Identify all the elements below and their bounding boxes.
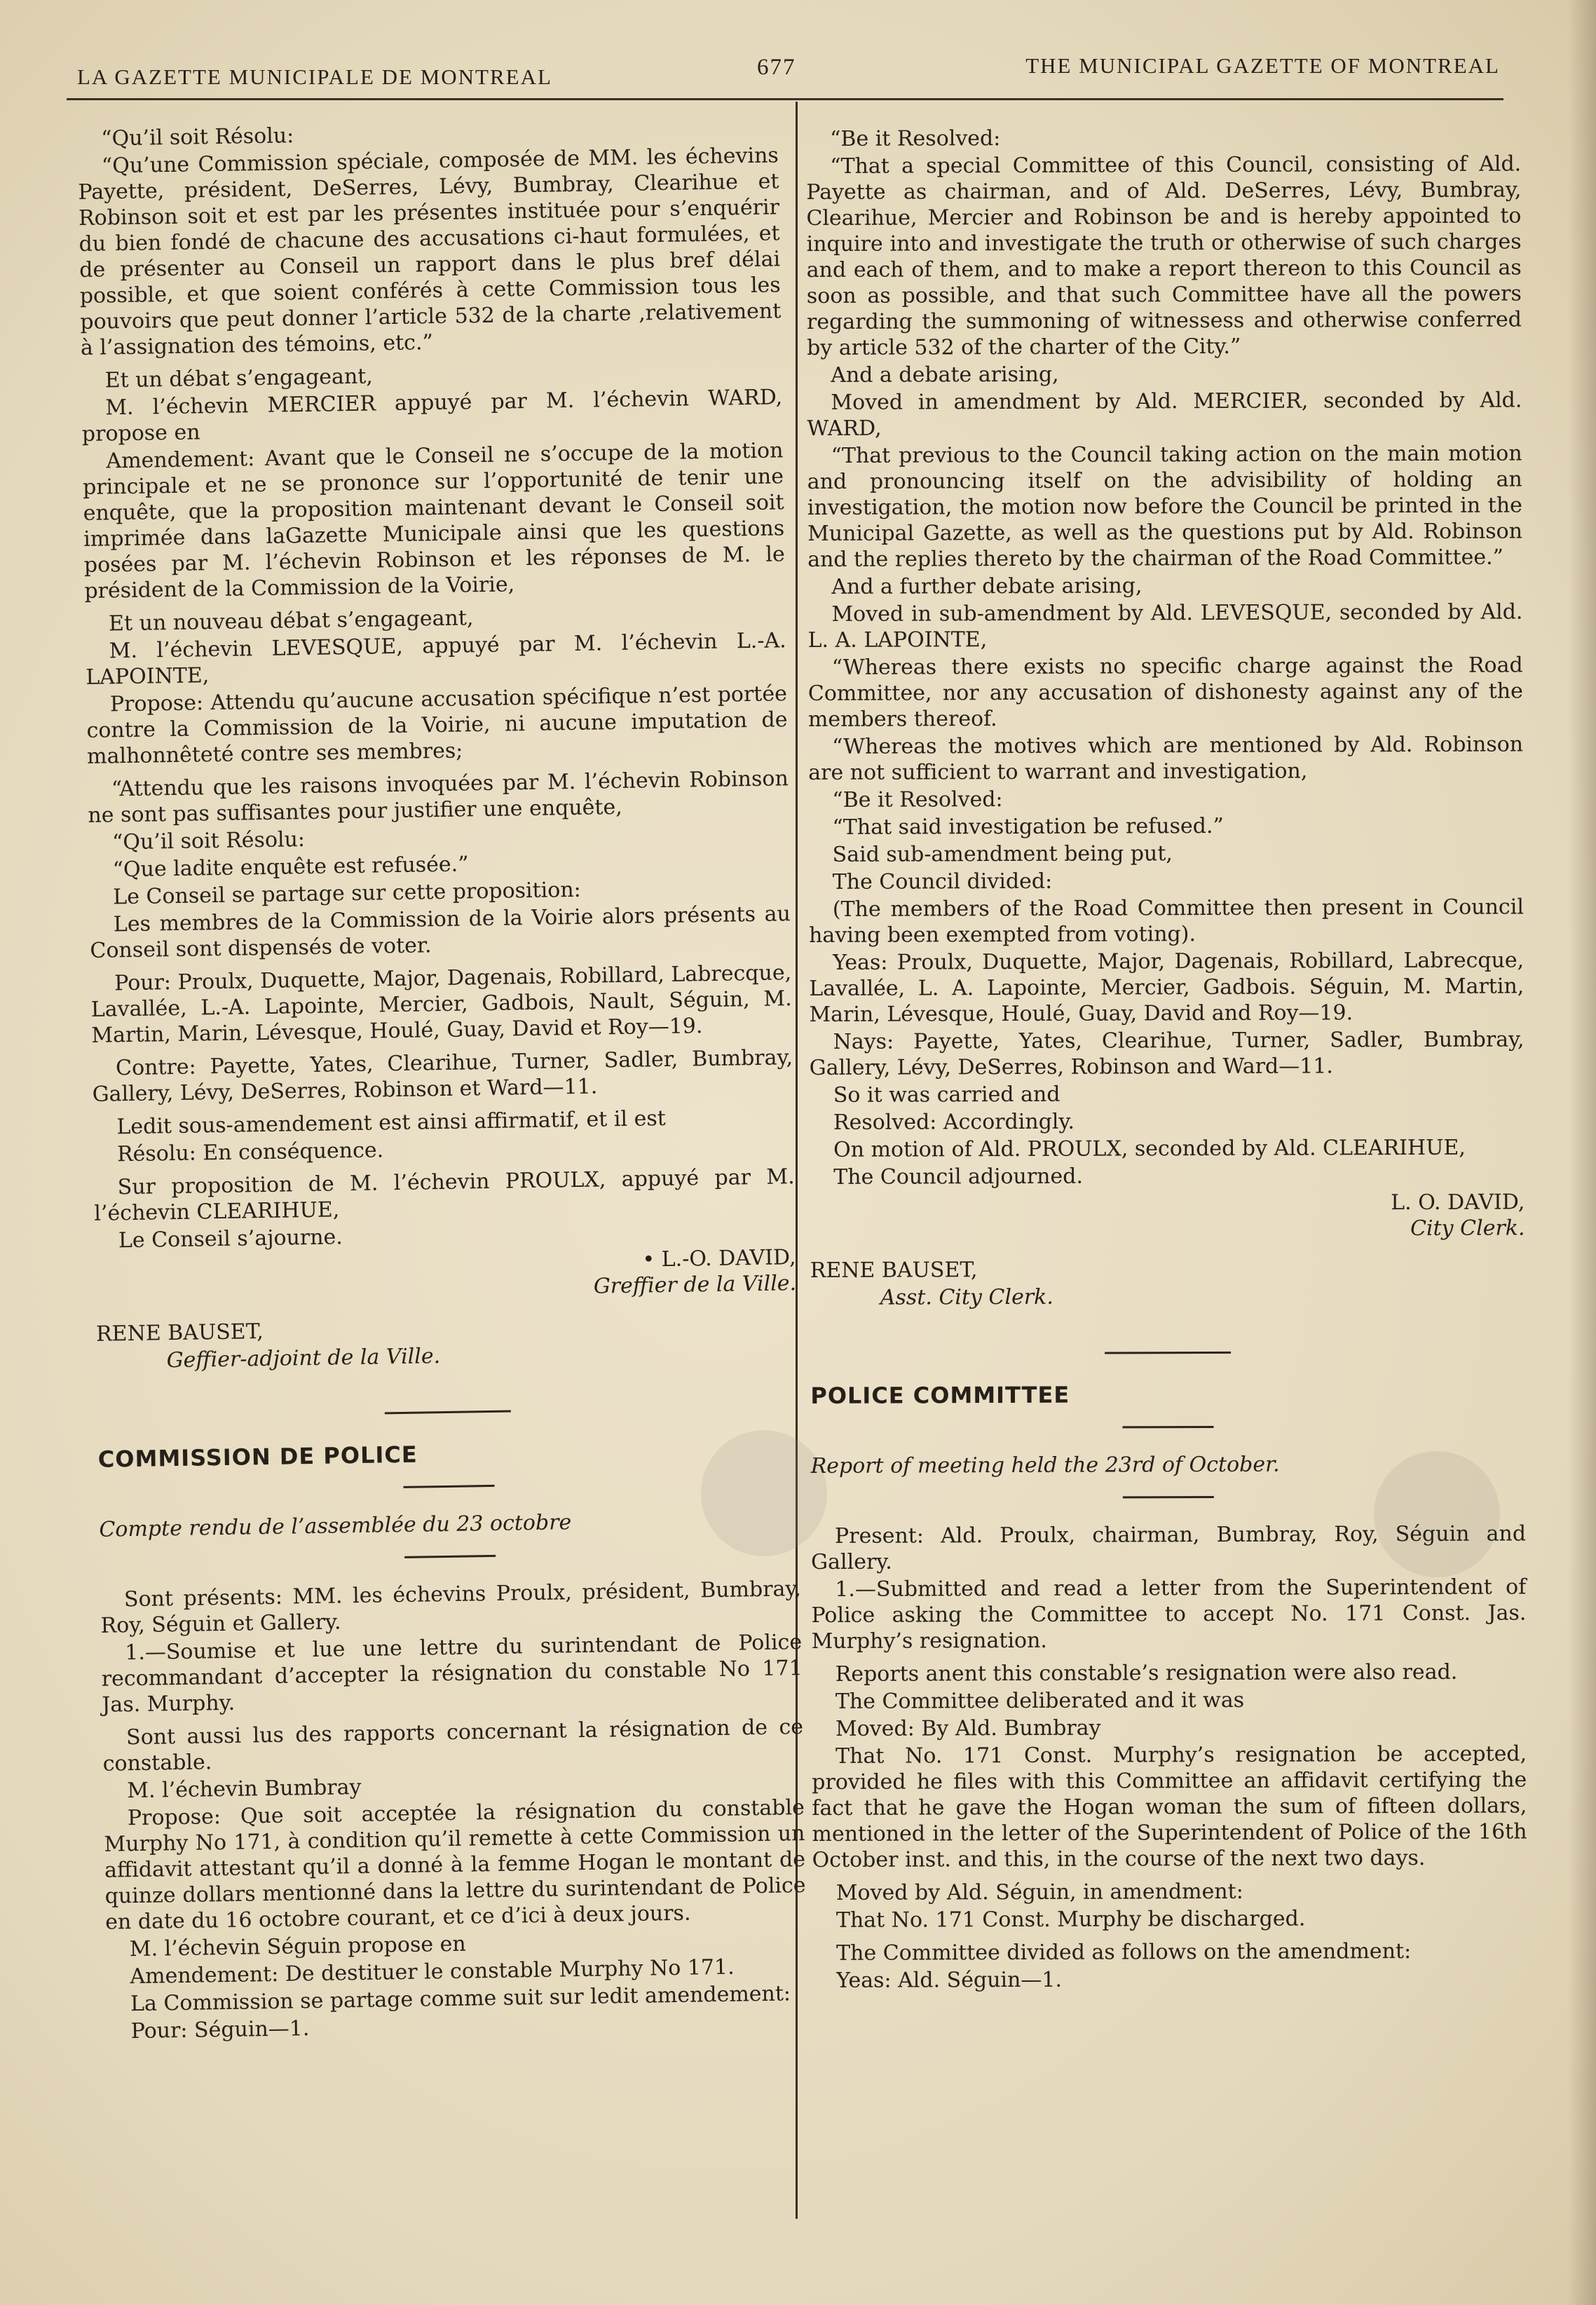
header-french-title: LA GAZETTE MUNICIPALE DE MONTREAL (77, 64, 552, 89)
page-number: 677 (757, 55, 796, 80)
paragraph: Nays: Payette, Yates, Clearihue, Turner, Sadler, Bumbray, Gallery, Lévy, DeSerres, Robinson and Ward—11. (809, 1027, 1525, 1080)
paragraph: 1.—Soumise et lue une lettre du surintendant de Police recommandant d’accepter la résignation du constable No 171 Jas. Murphy. (101, 1630, 803, 1718)
section-divider (404, 1555, 496, 1558)
assistant-clerk-name: RENE BAUSET, (95, 1319, 264, 1347)
paragraph: Propose: Attendu qu’aucune accusation spécifique n’est portée contre la Commission de la Voirie, ni aucune imputation de malhonnêteté contre ses membres; (86, 681, 788, 769)
paragraph: “That a special Committee of this Council, consisting of Ald. Payette as chairman, and of Ald. DeSerres, Lévy, Bumbray, Clearihue, Mercier and Robinson be and is hereby appointed to inquire into and investigate the truth or otherwise of such charges and each of them, and to make a report thereon to this Council as soon as possible, and that such Committee have all the powers regarding the summoning of witnessess and otherwise conferred by article 532 of the charter of the City.” (806, 151, 1522, 360)
paragraph: Said sub-amendment being put, (832, 841, 1173, 867)
paragraph: Present: Ald. Proulx, chairman, Bumbray, Roy, Séguin and Gallery. (811, 1521, 1527, 1575)
paragraph: Moved: By Ald. Bumbray (835, 1715, 1101, 1741)
paragraph: “Whereas the motives which are mentioned by Ald. Robinson are not sufficient to warrant and investigation, (808, 732, 1524, 785)
paragraph: Resolved: Accordingly. (833, 1109, 1075, 1135)
paragraph: Reports anent this constable’s resignation were also read. (835, 1659, 1458, 1687)
paragraph: The Council divided: (832, 869, 1053, 895)
english-minutes (806, 123, 1527, 1994)
paragraph: M. l’échevin MERCIER appuyé par M. l’échevin WARD, propose en (81, 385, 783, 447)
paragraph: Et un débat s’engageant, (104, 364, 374, 393)
paragraph: “Qu’une Commission spéciale, composée de MM. les échevins Payette, président, DeSerres, Lévy, Bumbray, Clearihue et Robinson soit et est par les présentes instituée pour s’enquérir du bien fondé de chacune des accusations ci-haut formulées, et de présenter au Conseil un rapport dans le plus bref délai possible, et que soient conférés à cette Commission tous les pouvoirs que peut donner l’article 532 de la charte ,relativement à l’assignation des témoins, etc.” (78, 143, 782, 360)
paragraph: “Be it Resolved: (830, 126, 1001, 151)
french-column (77, 123, 806, 2046)
section-divider (1123, 1496, 1214, 1498)
paragraph: The Council adjourned. (833, 1164, 1084, 1190)
paragraph: “That said investigation be refused.” (832, 813, 1224, 840)
paragraph: 1.—Submitted and read a letter from the Superintendent of Police asking the Committee to accept No. 171 Const. Jas. Murphy’s resignation. (811, 1575, 1527, 1654)
paragraph: “Qu’il soit Résolu: (101, 123, 294, 151)
paragraph: “Que ladite enquête est refusée.” (112, 852, 469, 883)
paragraph: Sont présents: MM. les échevins Proulx, président, Bumbray, Roy, Séguin et Gallery. (100, 1577, 802, 1638)
paragraph: Moved in amendment by Ald. MERCIER, seconded by Ald. WARD, (807, 388, 1522, 441)
header-english-title: THE MUNICIPAL GAZETTE OF MONTREAL (1025, 53, 1500, 78)
paragraph: “Whereas there exists no specific charge against the Road Committee, nor any accusation of dishonesty against any of the members thereof. (807, 653, 1523, 732)
paragraph: Ledit sous-amendement est ainsi affirmatif, et il est (116, 1106, 667, 1140)
paragraph: Résolu: En conséquence. (116, 1138, 384, 1167)
paragraph: Amendement: Avant que le Conseil ne s’occupe de la motion principale et ne se prononce sur l’opportunité de tenir une enquête, que la proposition maintenant devant le Conseil soit imprimée dans laGazette Municipale ainsi que les questions posées par M. l’échevin Robinson et les réponses de M. le président de la Commission de la Voirie, (82, 438, 785, 604)
section-divider (1122, 1426, 1213, 1428)
section-title: POLICE COMMITTEE (810, 1381, 1070, 1409)
header-rule (67, 98, 1503, 100)
paragraph: The Committee divided as follows on the amendment: (836, 1939, 1412, 1966)
assistant-clerk-name: RENE BAUSET, (810, 1258, 978, 1283)
paragraph: M. l’échevin Séguin propose en (129, 1931, 466, 1962)
paragraph: Moved by Ald. Séguin, in amendment: (835, 1879, 1243, 1905)
section-divider (1105, 1352, 1231, 1354)
paragraph: Pour: Séguin—1. (130, 2016, 310, 2044)
paragraph: And a debate arising, (831, 362, 1059, 388)
paragraph: Le Conseil se partage sur cette proposition: (113, 877, 582, 910)
paragraph: Sont aussi lus des rapports concernant la résignation de ce constable. (102, 1715, 804, 1776)
english-column (806, 126, 1527, 1995)
assistant-clerk-title: Asst. City Clerk. (880, 1284, 1053, 1310)
paragraph: That No. 171 Const. Murphy’s resignation be accepted, provided he files with this Committee an affidavit certifying the fact that he gave the Hogan woman the sum of fifteen dollars, mentioned in the letter of the Superintendent of Police of the 16th October inst. and this, in the course of the next two days. (812, 1741, 1527, 1872)
paragraph: Le Conseil s’ajourne. (118, 1225, 343, 1253)
paragraph: Yeas: Proulx, Duquette, Major, Dagenais, Robillard, Labrecque, Lavallée, L. A. Lapointe, Mercier, Gadbois. Séguin, M. Martin, Marin, Lévesque, Houlé, Guay, David and Roy—19. (809, 948, 1525, 1027)
paragraph: Et un nouveau débat s’engageant, (108, 606, 474, 637)
running-head (77, 49, 1500, 98)
section-subtitle: Compte rendu de l’assemblée du 23 octobre (99, 1510, 572, 1542)
paragraph: M. l’échevin LEVESQUE, appuyé par M. l’échevin L.-A. LAPOINTE, (86, 628, 786, 690)
paragraph: Yeas: Ald. Séguin—1. (836, 1967, 1063, 1993)
clerk-signature-title: City Clerk. (1410, 1216, 1525, 1242)
paragraph: So it was carried and (833, 1082, 1060, 1108)
section-title: COMMISSION DE POLICE (97, 1441, 418, 1473)
paragraph: (The members of the Road Committee then present in Council having been exempted from voting). (808, 895, 1524, 948)
paragraph: On motion of Ald. PROULX, seconded by Ald. CLEARIHUE, (833, 1135, 1466, 1162)
paragraph: Les membres de la Commission de la Voirie alors présents au Conseil sont dispensés de voter. (90, 902, 791, 963)
french-minutes (77, 115, 808, 2044)
clerk-signature-title: Greffier de la Ville. (593, 1271, 797, 1299)
paragraph: Amendement: De destituer le constable Murphy No 171. (130, 1954, 735, 1990)
paragraph: Pour: Proulx, Duquette, Major, Dagenais, Robillard, Labrecque, Lavallée, L.-A. Lapointe, Mercier, Gadbois, Nault, Séguin, M. Martin, Marin, Lévesque, Houlé, Guay, David et Roy—19. (90, 960, 792, 1048)
paragraph: “Qu’il soit Résolu: (111, 827, 306, 855)
clerk-signature-name: • L.-O. DAVID, (642, 1245, 796, 1272)
paragraph: “Be it Resolved: (832, 787, 1003, 812)
paragraph: Contre: Payette, Yates, Clearihue, Turner, Sadler, Bumbray, Gallery, Lévy, DeSerres, Robinson et Ward—11. (92, 1045, 793, 1107)
assistant-clerk-title: Geffier-adjoint de la Ville. (166, 1344, 441, 1373)
section-divider (404, 1485, 495, 1488)
paragraph: Sur proposition de M. l’échevin PROULX, appuyé par M. l’échevin CLEARIHUE, (94, 1164, 795, 1226)
paragraph: The Committee deliberated and it was (835, 1687, 1245, 1714)
paragraph: Moved in sub-amendment by Ald. LEVESQUE, seconded by Ald. L. A. LAPOINTE, (807, 599, 1523, 653)
section-subtitle: Report of meeting held the 23rd of October. (810, 1452, 1280, 1478)
paragraph: “That previous to the Council taking action on the main motion and pronouncing itself on the advisibility of holding an investigation, the motion now before the Council be printed in the Municipal Gazette, as well as the questions put by Ald. Robinson and the replies thereto by the chairman of the Road Committee.” (807, 441, 1523, 572)
paragraph: Propose: Que soit acceptée la résignation du constable Murphy No 171, à condition qu’il remette à cette Commission un affidavit attestant qu’il a donné à la femme Hogan le montant de quinze dollars mentionné dans la lettre du surintendant de Police en date du 16 octobre courant, et ce d’ici à deux jours. (104, 1795, 806, 1935)
paragraph: M. l’échevin Bumbray (127, 1774, 362, 1804)
paragraph: “Attendu que les raisons invoquées par M. l’échevin Robinson ne sont pas suffisantes pour justifier une enquête, (88, 766, 789, 828)
paragraph: La Commission se partage comme suit sur ledit amendement: (130, 1981, 791, 2017)
clerk-signature-name: L. O. DAVID, (1391, 1190, 1525, 1216)
paragraph: And a further debate arising, (831, 573, 1143, 599)
section-divider (385, 1410, 511, 1415)
paragraph: That No. 171 Const. Murphy be discharged. (835, 1906, 1306, 1933)
page-edge-shadow (1568, 0, 1596, 2305)
